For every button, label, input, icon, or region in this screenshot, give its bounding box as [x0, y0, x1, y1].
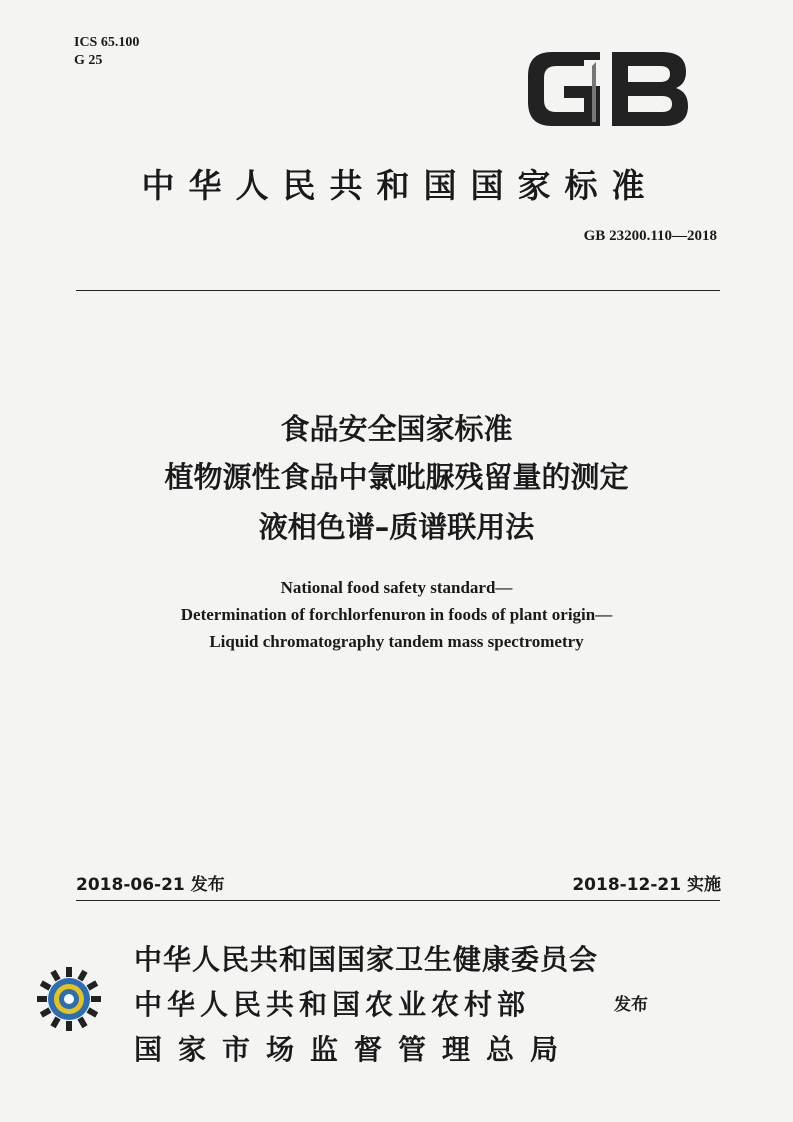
gb-logo [522, 31, 692, 130]
english-title-line-2: Determination of forchlorfenuron in foods of plant origin— [180, 605, 613, 624]
classification-codes [74, 34, 139, 70]
english-title-line-1: National food safety standard— [280, 578, 513, 597]
english-title-line-3: Liquid chromatography tandem mass spectrometry [209, 632, 584, 651]
divider-top [76, 290, 720, 291]
gb-logo-g-glyph [528, 52, 600, 126]
issuer-samr: 国家市场监督管理总局 [134, 1033, 575, 1066]
divider-bottom [76, 900, 720, 901]
issuer-moa: 中华人民共和国农业农村部 [134, 988, 531, 1021]
issuer-nhc: 中华人民共和国国家卫生健康委员会 [134, 943, 599, 976]
implementation-date: 2018-12-21 实施 [572, 875, 721, 895]
chinese-title-line-1: 食品安全国家标准 [280, 412, 513, 446]
issue-date: 2018-06-21 发布 [76, 875, 225, 895]
ccs-code: G 25 [74, 53, 103, 68]
standard-number: GB 23200.110—2018 [583, 228, 717, 244]
issued-by-label: 发布 [614, 995, 648, 1015]
chinese-title-line-2: 植物源性食品中氯吡脲残留量的测定 [164, 460, 629, 494]
chinese-title-line-3: 液相色谱–质谱联用法 [258, 510, 535, 544]
svg-text:GB: GB [522, 31, 547, 50]
gb-logo-b-glyph [612, 52, 688, 126]
regulator-emblem-icon [36, 966, 102, 1032]
national-standard-heading: 中华人民共和国国家标准 [141, 166, 659, 205]
ics-code: ICS 65.100 [74, 35, 140, 50]
